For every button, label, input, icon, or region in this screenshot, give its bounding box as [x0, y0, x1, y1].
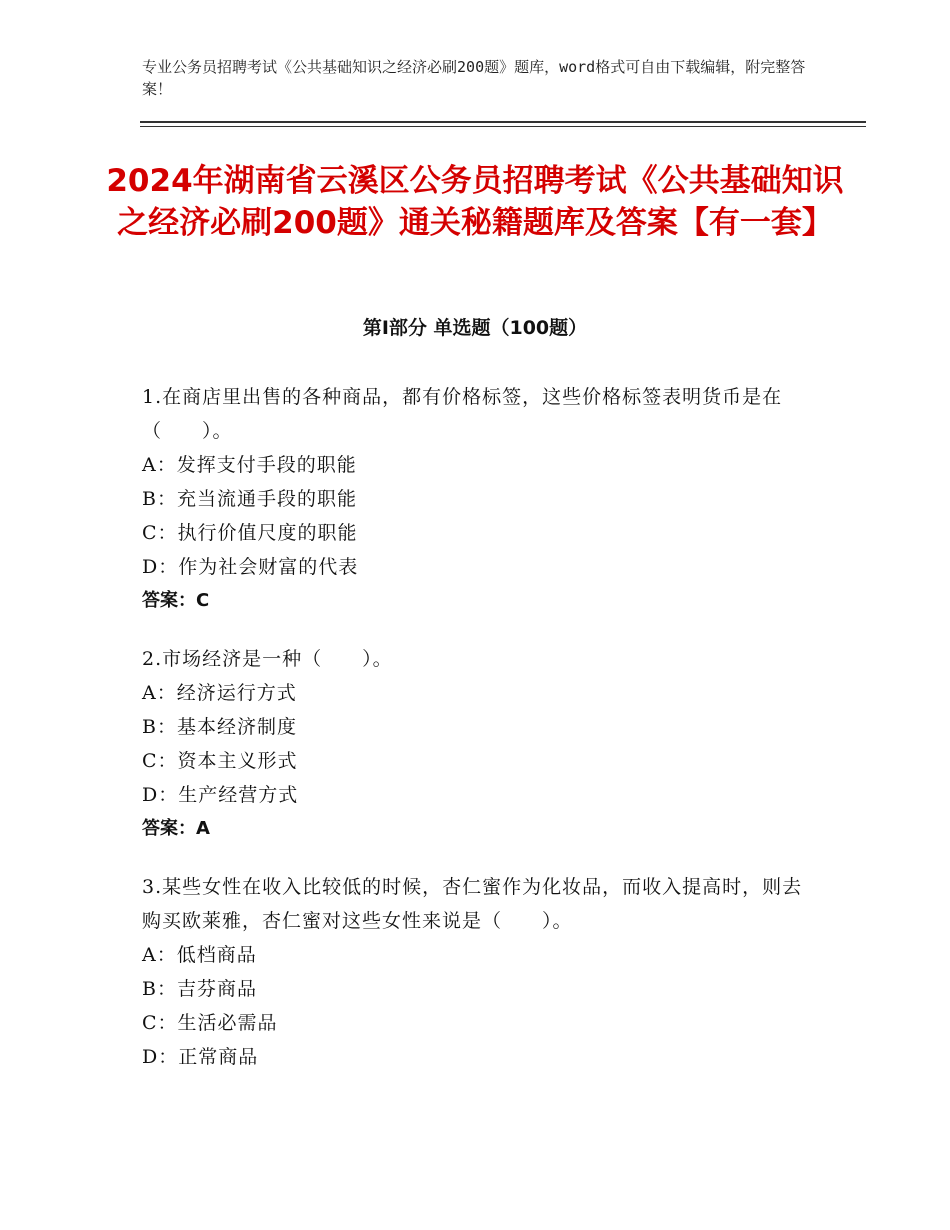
- option-b: B：基本经济制度: [142, 716, 297, 738]
- option-a: A：低档商品: [142, 944, 257, 966]
- option-d: D：正常商品: [142, 1046, 259, 1068]
- question-1: [142, 380, 822, 618]
- option-b: B：吉芬商品: [142, 978, 257, 1000]
- option-d: D：生产经营方式: [142, 784, 299, 806]
- option-a: A：经济运行方式: [142, 682, 297, 704]
- question-stem: 2.市场经济是一种（ ）。: [142, 648, 393, 670]
- answer-line: 答案：C: [142, 590, 210, 611]
- question-list: [142, 380, 822, 1098]
- document-title: 2024年湖南省云溪区公务员招聘考试《公共基础知识之经济必刷200题》通关秘籍题库及答案【有一套】: [106, 163, 844, 241]
- option-c: C：执行价值尺度的职能: [142, 522, 358, 544]
- option-c: C：资本主义形式: [142, 750, 298, 772]
- question-3: [142, 870, 822, 1074]
- header-note: 专业公务员招聘考试《公共基础知识之经济必刷200题》题库，word格式可自由下载编辑，附完整答案！: [142, 58, 806, 98]
- header-divider-thin: [140, 126, 866, 127]
- option-d: D：作为社会财富的代表: [142, 556, 359, 578]
- question-2: [142, 642, 822, 846]
- header-divider-thick: [140, 121, 866, 123]
- option-c: C：生活必需品: [142, 1012, 278, 1034]
- option-a: A：发挥支付手段的职能: [142, 454, 357, 476]
- option-b: B：充当流通手段的职能: [142, 488, 357, 510]
- question-stem: 1.在商店里出售的各种商品，都有价格标签，这些价格标签表明货币是在（ ）。: [142, 386, 783, 442]
- answer-line: 答案：A: [142, 818, 210, 839]
- question-stem: 3.某些女性在收入比较低的时候，杏仁蜜作为化妆品，而收入提高时，则去购买欧莱雅，杏仁蜜对这些女性来说是（ ）。: [142, 876, 803, 932]
- section-title: 第Ⅰ部分 单选题（100题）: [362, 317, 588, 339]
